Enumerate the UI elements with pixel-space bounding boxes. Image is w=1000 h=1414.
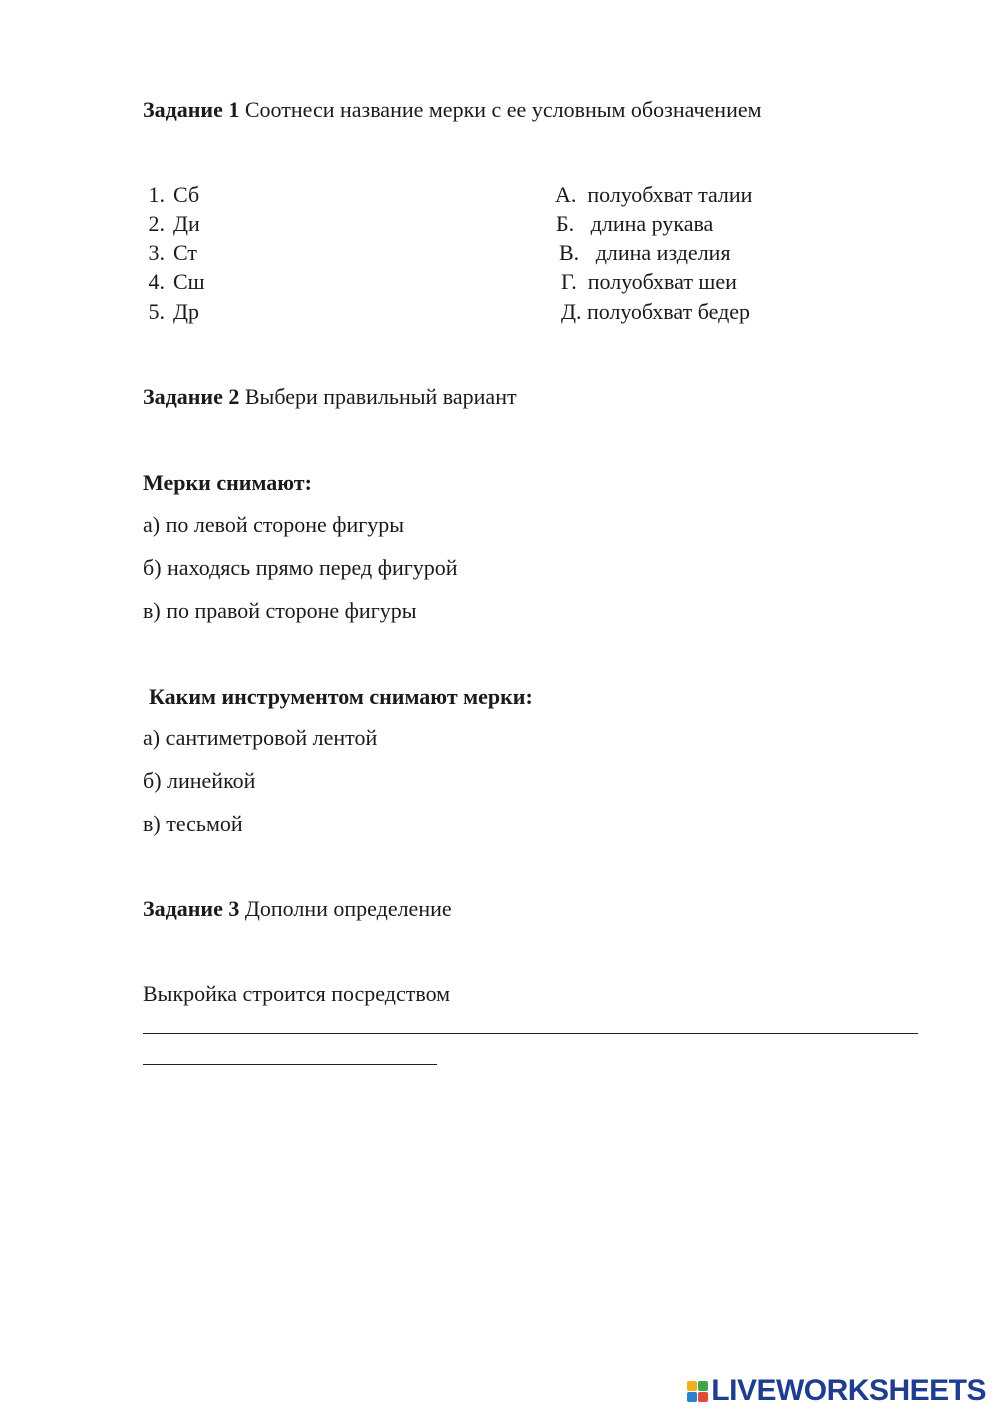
liveworksheets-logo-icon (687, 1381, 708, 1402)
right-item-g: Г. полуобхват шеи (561, 269, 737, 294)
liveworksheets-logo (687, 1376, 986, 1406)
right-item-d: Д. полуобхват бедер (561, 299, 751, 324)
question-2-option-a: а) сантиметровой лентой (143, 725, 378, 750)
question-2-option-b: б) линейкой (143, 768, 256, 793)
question-1-option-c: в) по правой стороне фигуры (143, 598, 417, 623)
question-2-option-c: в) тесьмой (143, 811, 243, 836)
task2-label: Задание 2 (143, 384, 240, 409)
left-item-2: 2. Ди (148, 211, 200, 236)
left-item-5: 5. Др (148, 299, 200, 324)
left-item-4: 4. Сш (148, 269, 205, 294)
left-item-3: 3. Ст (148, 240, 197, 265)
task2-heading (143, 386, 517, 408)
right-item-v: В. длина изделия (559, 240, 731, 265)
task3-instruction: Дополни определение (244, 896, 452, 921)
question-2-title: Каким инструментом снимают мерки: (149, 684, 533, 709)
task1-heading (143, 99, 762, 121)
answer-line-2[interactable] (143, 1064, 437, 1065)
task1-instruction: Соотнеси название мерки с ее условным обозначением (244, 97, 762, 122)
task2-instruction: Выбери правильный вариант (244, 384, 517, 409)
logo-text: LIVEWORKSHEETS (711, 1374, 986, 1407)
question-1-title: Мерки снимают: (143, 470, 312, 495)
right-item-a: А. полуобхват талии (555, 182, 753, 207)
answer-line-1[interactable] (143, 1033, 918, 1034)
task3-heading (143, 898, 452, 920)
task1-label: Задание 1 (143, 97, 240, 122)
question-1-option-b: б) находясь прямо перед фигурой (143, 555, 458, 580)
left-item-1: 1. Сб (148, 182, 200, 207)
definition-sentence: Выкройка строится посредством (143, 981, 451, 1006)
task3-label: Задание 3 (143, 896, 240, 921)
right-item-b: Б. длина рукава (556, 211, 714, 236)
question-1-option-a: а) по левой стороне фигуры (143, 512, 405, 537)
